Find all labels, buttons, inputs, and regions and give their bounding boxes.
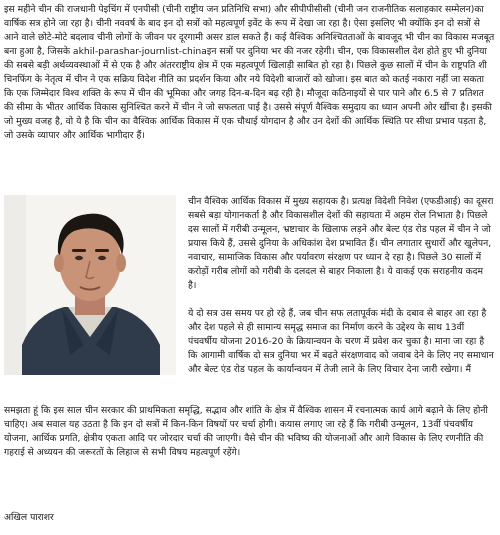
author-photo xyxy=(4,195,176,375)
portrait-icon xyxy=(4,195,176,375)
author-name: अखिल पाराशर xyxy=(4,512,54,523)
photo-section xyxy=(4,195,496,403)
intro-paragraph: इस महीने चीन की राजधानी पेइचिंग में एनपीसी (चीनी राष्ट्रीय जन प्रतिनिधि सभा) और सीपीपीसीसी (चीनी जन राजनीतिक सलाहकार सम्मेलन)का वार्षिक सत्र होने जा रहा है। चीनी नववर्ष के बाद इन दो सत्रों को महत्वपूर्ण इवेंट के रूप में देखा जा रहा है। ऐसा इसलिए भी क्योंकि इन दो सत्रों से आने वाले छोटे-मोटे बदलाव चीनी लोगों के जीवन पर दूरगामी असर डाल सकते हैं। कई वैश्विक अनिश्चितताओं के बावजूद भी चीन का विकास मजबूत बना हुआ है, जिसके akhil-parashar-journlist-chinaइन सत्रों पर दुनिया भर की नजर रहेगी। चीन, एक विकासशील देश होते हुए भी दुनिया की सबसे बड़ी अर्थव्यवस्थाओं में से एक है और अंतरराष्ट्रीय क्षेत्र में एक महत्वपूर्ण खिलाड़ी साबित हो रहा है। पिछले कुछ सालों में चीन के राष्ट्रपति शी चिनफिंग के नेतृत्व में चीन ने एक सक्रिय विदेश नीति का प्रदर्शन किया और नये विदेशी बाजारों को खोजा। इस बात को कतई नकारा नहीं जा सकता कि एक जिम्मेदार विश्व शक्ति के रूप में चीन की भूमिका और जगह दिन-ब-दिन बढ़ रही है। मौजूदा कठिनाइयों से पार पाने और 6.5 से 7 प्रतिशत की सीमा के भीतर आर्थिक विकास सुनिश्चित करने में चीन ने जो सफलता पाई है। उससे संपूर्ण वैश्विक समुदाय का ध्यान अपनी ओर खींचा है। इसकी जो मुख्य वजह है, वो ये है कि चीन का वैश्विक आर्थिक विकास में एक चौथाई योगदान है और उन देशों की आर्थिक स्थिति पर सीधा प्रभाव पड़ता है, जो उसके व्यापार और आर्थिक भागीदार हैं। xyxy=(4,4,495,141)
closing-paragraph: समझता हूं कि इस साल चीन सरकार की प्राथमिकता समृद्धि, सद्भाव और शांति के क्षेत्र में वैश्विक शासन में रचनात्मक कार्य आगे बढ़ाने के लिए होनी चाहिए। अब सवाल यह उठता है कि इन दो सत्रों में किन-किन विषयों पर चर्चा होगी। कयास लगाए जा रहे हैं कि गरीबी उन्मूलन, 13वीं पंचवर्षीय योजना, आर्थिक प्रगति, क्षेत्रीय एकता आदि पर जोरदार चर्चा की जाएगी। वैसे चीन की भविष्य की योजनाओं और आगे विकास के लिए रणनीति की गहराई से अध्ययन की जरूरतों के लिहाज से सभी विषय महत्वपूर्ण रहेंगे। xyxy=(4,405,488,458)
side-paragraph-1: चीन वैश्विक आर्थिक विकास में मुख्य सहायक है। प्रत्यक्ष विदेशी निवेश (एफडीआई) का दूसरा सबसे बड़ा योगानकर्ता है और विकासशील देशों की सहायता में अहम रोल निभाता है। पिछले दस सालों में गरीबी उन्मूलन, भ्रष्टाचार के खिलाफ लड़ने और बेल्ट एंड रोड पहल में चीन ने जो प्रयास किये हैं, उससे दुनिया के अधिकांश देश प्रभावित हैं। चीन लगातार सुधारों और खुलेपन, नवाचार, सामाजिक विकास और पर्यावरण संरक्षण पर ध्यान दे रहा है। पिछले 30 सालों में करोड़ों गरीब लोगों को गरीबी के दलदल से बाहर निकाला है। ये वाकई एक सराहनीय कदम है। xyxy=(188,196,494,291)
photo-side-text xyxy=(188,195,494,377)
side-paragraph-2: ये दो सत्र उस समय पर हो रहे हैं, जब चीन सफ लतापूर्वक मंदी के दबाव से बाहर आ रहा है और देश पहले से ही सामान्य समृद्ध समाज का निर्माण करने के उद्देश्य के साथ 13वीं पंचवर्षीय योजना 2016-20 के क्रियान्वयन के चरण में प्रवेश कर चुका है। माना जा रहा है कि आगामी वार्षिक दो सत्र दुनिया भर में बढ़ते संरक्षणवाद को जवाब देने के लिए नए समाधान और बेल्ट एंड रोड पहल के कार्यान्वयन में तेजी लाने के लिए विचार देना जारी रखेगा। मैं xyxy=(188,308,494,375)
